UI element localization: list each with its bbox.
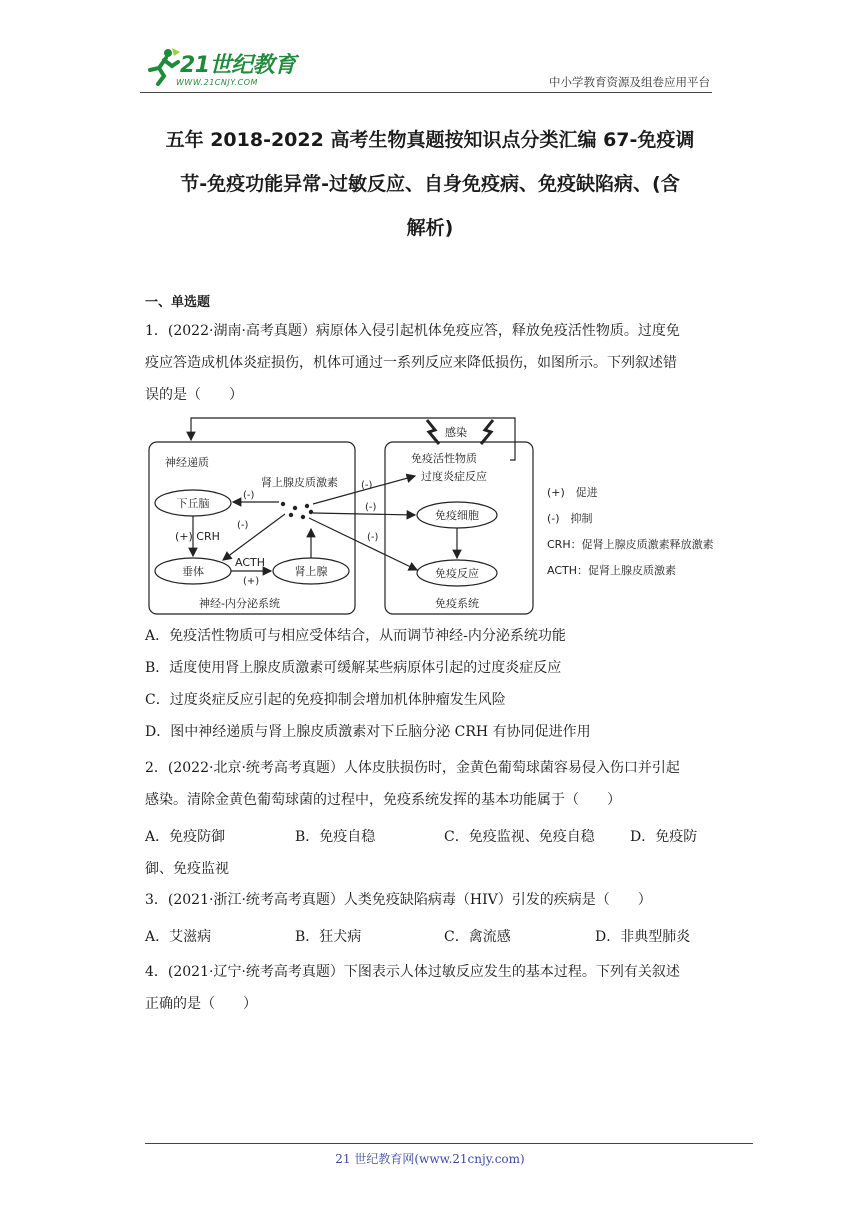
footer-link[interactable]: 21 世纪教育网(www.21cnjy.com) (335, 1152, 525, 1166)
logo-title: 21世纪教育 (180, 53, 296, 78)
inflammation-label: 过度炎症反应 (421, 470, 487, 483)
hormone-label: 肾上腺皮质激素 (261, 476, 338, 489)
platform-label: 中小学教育资源及组卷应用平台 (549, 75, 710, 89)
title-line-1: 五年 2018-2022 高考生物真题按知识点分类汇编 67-免疫调 (165, 129, 695, 151)
q1-stem (145, 315, 720, 411)
section-heading: 一、单选题 (145, 295, 211, 310)
q3-stem (145, 884, 720, 916)
q3-stem-line-1: 3．(2021·浙江·统考高考真题）人类免疫缺陷病毒（HIV）引发的疾病是（ ） (145, 892, 652, 908)
header-divider (140, 92, 712, 93)
q1-option-b[interactable]: B．适度使用肾上腺皮质激素可缓解某些病原体引起的过度炎症反应 (145, 660, 562, 676)
q1-diagram (145, 414, 750, 620)
immune-response-label: 免疫反应 (435, 567, 479, 580)
q1-stem-line-2: 疫应答造成机体炎症损伤，机体可通过一系列反应来降低损伤，如图所示。下列叙述错 (145, 355, 677, 371)
document-title (140, 118, 720, 250)
q3-option-a[interactable]: A．艾滋病 (145, 929, 212, 945)
q1-stem-line-3: 误的是（ ） (145, 387, 243, 403)
q4-stem (145, 956, 720, 1020)
q1-option-d[interactable]: D．图中神经递质与肾上腺皮质激素对下丘脑分泌 CRH 有协同促进作用 (145, 724, 591, 740)
infection-label: 感染 (445, 426, 467, 439)
legend-minus: (-) 抑制 (547, 512, 593, 525)
hormone-minus-2: (-) (237, 520, 249, 531)
logo (140, 44, 310, 92)
q2-stem-line-2: 感染。清除金黄色葡萄球菌的过程中，免疫系统发挥的基本功能属于（ ） (145, 792, 621, 808)
hormone-minus-5: (-) (367, 532, 379, 543)
legend-crh: CRH：促肾上腺皮质激素释放激素 (547, 538, 714, 551)
hypothalamus-label: 下丘脑 (176, 497, 210, 510)
q1-stem-line-1: 1．(2022·湖南·高考真题）病原体入侵引起机体免疫应答，释放免疫活性物质。过度免 (145, 323, 680, 339)
q2-option-d-cont: 御、免疫监视 (145, 861, 229, 877)
q3-option-c[interactable]: C．禽流感 (444, 929, 511, 945)
q1-option-c[interactable]: C．过度炎症反应引起的免疫抑制会增加机体肿瘤发生风险 (145, 692, 506, 708)
q2-stem-line-1: 2．(2022·北京·统考高考真题）人体皮肤损伤时，金黄色葡萄球菌容易侵入伤口并引起 (145, 760, 680, 776)
immune-cell-label: 免疫细胞 (435, 509, 479, 522)
hormone-minus-4: (-) (365, 502, 377, 513)
hormone-minus-3: (-) (361, 480, 373, 491)
active-substance-label: 免疫活性物质 (411, 452, 477, 465)
q4-stem-line-2: 正确的是（ ） (145, 996, 257, 1012)
q2-option-c[interactable]: C．免疫监视、免疫自稳 (444, 829, 595, 845)
q1-option-a[interactable]: A．免疫活性物质可与相应受体结合，从而调节神经-内分泌系统功能 (145, 628, 566, 644)
q1-options (145, 620, 720, 748)
page-header (140, 44, 712, 94)
acth-plus: (+) (243, 576, 260, 587)
pituitary-label: 垂体 (182, 565, 204, 578)
q2-option-b[interactable]: B．免疫自稳 (295, 829, 376, 845)
logo-url: WWW.21CNJY.COM (176, 78, 258, 87)
title-line-2: 节-免疫功能异常-过敏反应、自身免疫病、免疫缺陷病、(含 (180, 173, 680, 195)
q2-stem (145, 752, 720, 816)
legend-plus: (+) 促进 (547, 486, 598, 499)
q3-option-b[interactable]: B．狂犬病 (295, 929, 362, 945)
legend-acth: ACTH：促肾上腺皮质激素 (547, 564, 677, 577)
adrenal-label: 肾上腺 (294, 565, 328, 578)
q2-option-a[interactable]: A．免疫防御 (145, 829, 226, 845)
q3-option-d[interactable]: D．非典型肺炎 (595, 929, 691, 945)
neuro-endocrine-label: 神经-内分泌系统 (199, 597, 280, 610)
neurotransmitter-label: 神经递质 (165, 456, 209, 469)
hormone-minus-1: (-) (243, 490, 255, 501)
title-line-3: 解析) (406, 217, 454, 239)
acth-label: ACTH (235, 556, 266, 569)
q2-option-d[interactable]: D．免疫防 (630, 829, 698, 845)
lightning-icon (427, 420, 439, 444)
crh-label: (+) CRH (175, 530, 220, 543)
q4-stem-line-1: 4．(2021·辽宁·统考高考真题）下图表示人体过敏反应发生的基本过程。下列有关叙述 (145, 964, 680, 980)
footer-divider (145, 1143, 753, 1144)
immune-system-label: 免疫系统 (435, 597, 479, 610)
lightning-icon (481, 420, 493, 444)
